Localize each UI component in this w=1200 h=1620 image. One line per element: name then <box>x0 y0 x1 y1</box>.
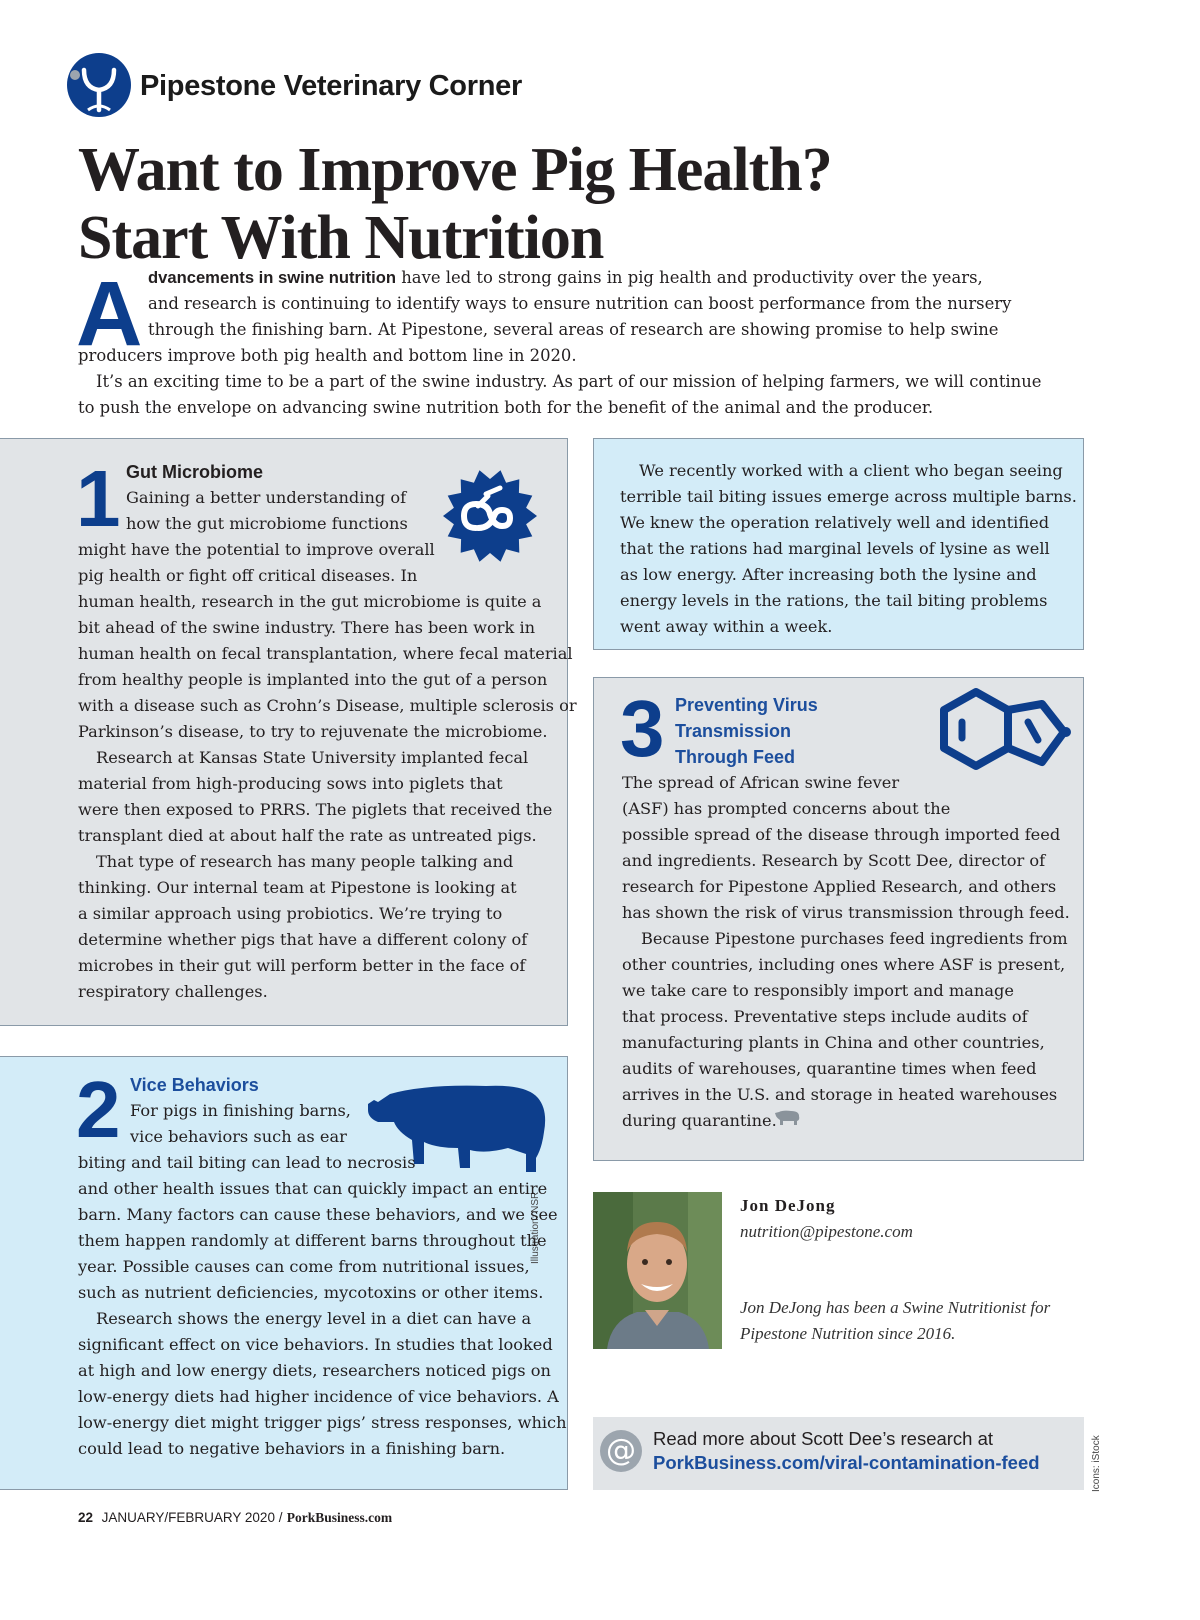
section-3-title-line: Transmission <box>675 721 792 741</box>
drop-cap: A <box>76 263 143 365</box>
author-bio-line: Pipestone Nutrition since 2016. <box>740 1324 956 1343</box>
body-line: during quarantine. <box>622 1111 777 1130</box>
body-line: that process. Preventative steps include audits of <box>622 1007 1028 1026</box>
intro-line: It’s an exciting time to be a part of the swine industry. As part of our mission of helping farmers, we will continue <box>96 372 1042 391</box>
section-2-title: Vice Behaviors <box>130 1075 259 1095</box>
body-line: low-energy diet might trigger pigs’ stress responses, which <box>78 1413 567 1432</box>
body-line: Research shows the energy level in a diet can have a <box>96 1309 532 1328</box>
pipestone-logo <box>66 52 132 118</box>
body-line: thinking. Our internal team at Pipestone is looking at <box>78 878 517 897</box>
body-line: material from high-producing sows into piglets that <box>78 774 503 793</box>
body-line: other countries, including ones where ASF is present, <box>622 955 1066 974</box>
gut-microbe-icon <box>442 466 538 566</box>
read-more-text: Read more about Scott Dee’s research at <box>653 1428 994 1449</box>
body-line: barn. Many factors can cause these behaviors, and we see <box>78 1205 558 1224</box>
intro-line: producers improve both pig health and bottom line in 2020. <box>78 346 577 365</box>
intro-line-rest: have led to strong gains in pig health and productivity over the years, <box>396 268 983 287</box>
footer-site[interactable]: PorkBusiness.com <box>286 1510 393 1525</box>
body-line: and ingredients. Research by Scott Dee, director of <box>622 851 1046 870</box>
body-line: that the rations had marginal levels of lysine as well <box>620 539 1050 558</box>
body-line: For pigs in finishing barns, <box>130 1101 351 1120</box>
molecule-icon <box>934 686 1074 782</box>
issue-date: JANUARY/FEBRUARY 2020 / <box>101 1510 283 1525</box>
body-line: could lead to negative behaviors in a finishing barn. <box>78 1439 506 1458</box>
body-line: manufacturing plants in China and other countries, <box>622 1033 1045 1052</box>
body-line: audits of warehouses, quarantine times when feed <box>622 1059 1037 1078</box>
author-photo <box>593 1192 722 1349</box>
body-line: We knew the operation relatively well and identified <box>620 513 1050 532</box>
body-line: determine whether pigs that have a different colony of <box>78 930 528 949</box>
body-line: from healthy people is implanted into the gut of a person <box>78 670 548 689</box>
intro-line: through the finishing barn. At Pipestone, several areas of research are showing promise to help swine <box>148 320 999 339</box>
body-line: were then exposed to PRRS. The piglets that received the <box>78 800 553 819</box>
section-1-title: Gut Microbiome <box>126 462 264 482</box>
body-line: transplant died at about half the rate as untreated pigs. <box>78 826 537 845</box>
body-line: bit ahead of the swine industry. There has been work in <box>78 618 536 637</box>
at-sign-icon: @ <box>600 1430 642 1472</box>
section-3-number: 3 <box>620 684 665 773</box>
body-line: and other health issues that can quickly impact an entire <box>78 1179 548 1198</box>
column-kicker: Pipestone Veterinary Corner <box>140 70 522 102</box>
read-more-link[interactable]: PorkBusiness.com/viral-contamination-feed <box>653 1452 1040 1473</box>
intro-line: to push the envelope on advancing swine nutrition both for the benefit of the animal and the producer. <box>78 398 934 417</box>
body-line: significant effect on vice behaviors. In studies that looked <box>78 1335 553 1354</box>
body-line: might have the potential to improve overall <box>78 540 435 559</box>
author-email[interactable]: nutrition@pipestone.com <box>740 1222 913 1241</box>
body-line: respiratory challenges. <box>78 982 268 1001</box>
body-line: as low energy. After increasing both the lysine and <box>620 565 1037 584</box>
intro-line <box>148 265 983 291</box>
body-line: biting and tail biting can lead to necrosis <box>78 1153 416 1172</box>
pig-end-icon <box>773 1108 801 1126</box>
section-2-number: 2 <box>76 1065 121 1154</box>
body-line: a similar approach using probiotics. We’re trying to <box>78 904 503 923</box>
body-line: The spread of African swine fever <box>622 773 900 792</box>
body-line: research for Pipestone Applied Research, and others <box>622 877 1057 896</box>
body-line: human health, research in the gut microbiome is quite a <box>78 592 542 611</box>
body-line: That type of research has many people talking and <box>96 852 514 871</box>
body-line: Research at Kansas State University implanted fecal <box>96 748 529 767</box>
body-line: (ASF) has prompted concerns about the <box>622 799 951 818</box>
body-line: energy levels in the rations, the tail biting problems <box>620 591 1048 610</box>
section-3-title-line: Through Feed <box>675 747 795 767</box>
intro-line: and research is continuing to identify ways to ensure nutrition can boost performance from the nursery <box>148 294 1012 313</box>
body-line: how the gut microbiome functions <box>126 514 408 533</box>
headline-line-2: Start With Nutrition <box>78 204 604 272</box>
body-line: we take care to responsibly import and manage <box>622 981 1014 1000</box>
body-line: microbes in their gut will perform better in the face of <box>78 956 526 975</box>
section-3-title-line: Preventing Virus <box>675 695 818 715</box>
body-line: Gaining a better understanding of <box>126 488 407 507</box>
body-line: low-energy diets had higher incidence of vice behaviors. A <box>78 1387 559 1406</box>
body-line: We recently worked with a client who began seeing <box>639 461 1063 480</box>
body-line: at high and low energy diets, researchers noticed pigs on <box>78 1361 551 1380</box>
illustration-credit: Illustration: NSR <box>530 1191 541 1264</box>
body-line: pig health or fight off critical diseases. In <box>78 566 418 585</box>
body-line: possible spread of the disease through imported feed <box>622 825 1061 844</box>
body-line: arrives in the U.S. and storage in heated warehouses <box>622 1085 1058 1104</box>
headline-line-1: Want to Improve Pig Health? <box>78 136 832 204</box>
body-line: went away within a week. <box>620 617 833 636</box>
body-line: such as nutrient deficiencies, mycotoxins or other items. <box>78 1283 544 1302</box>
article-headline <box>78 136 1078 272</box>
body-line: year. Possible causes can come from nutritional issues, <box>78 1257 530 1276</box>
body-line: with a disease such as Crohn’s Disease, multiple sclerosis or <box>78 696 577 715</box>
body-line: human health on fecal transplantation, where fecal material <box>78 644 573 663</box>
body-line: Parkinson’s disease, to try to rejuvenate the microbiome. <box>78 722 548 741</box>
body-line: vice behaviors such as ear <box>130 1127 347 1146</box>
body-line: Because Pipestone purchases feed ingredients from <box>641 929 1068 948</box>
body-line: terrible tail biting issues emerge across multiple barns. <box>620 487 1077 506</box>
author-name: Jon DeJong <box>740 1196 836 1215</box>
author-bio-line: Jon DeJong has been a Swine Nutritionist for <box>740 1298 1051 1317</box>
body-line: has shown the risk of virus transmission through feed. <box>622 903 1070 922</box>
page-footer <box>78 1510 392 1526</box>
body-line: them happen randomly at different barns throughout the <box>78 1231 547 1250</box>
section-1-number: 1 <box>76 454 121 543</box>
page-number: 22 <box>78 1510 94 1525</box>
intro-lead: dvancements in swine nutrition <box>148 268 397 287</box>
icons-credit: Icons: iStock <box>1091 1435 1102 1492</box>
